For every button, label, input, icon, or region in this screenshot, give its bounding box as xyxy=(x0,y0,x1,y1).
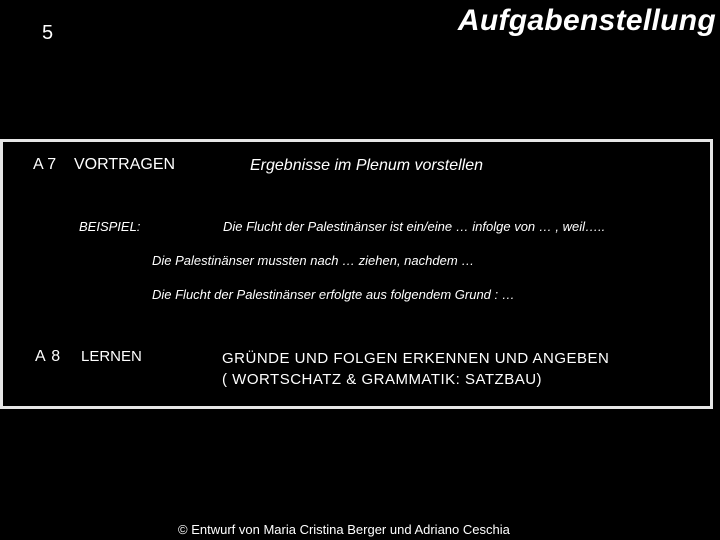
example-sentence-3: Die Flucht der Palestinänser erfolgte aus folgendem Grund : … xyxy=(152,287,515,302)
slide-title: Aufgabenstellung xyxy=(457,4,716,37)
copyright-footer: © Entwurf von Maria Cristina Berger und Adriano Ceschia xyxy=(178,522,510,537)
task-a7-label: VORTRAGEN xyxy=(74,156,176,173)
task-a8-description xyxy=(222,348,609,390)
example-sentence-1: Die Flucht der Palestinänser ist ein/eine … infolge von … , weil….. xyxy=(223,219,606,234)
task-a8-label: LERNEN xyxy=(81,348,142,365)
task-a8-description-line-2: ( WORTSCHATZ & GRAMMATIK: SATZBAU) xyxy=(222,371,543,388)
task-a8-code: A 8 xyxy=(35,348,62,365)
task-a7-description: Ergebnisse im Plenum vorstellen xyxy=(250,157,483,174)
task-a8-description-line-1: GRÜNDE UND FOLGEN ERKENNEN UND ANGEBEN xyxy=(222,350,610,367)
slide-number: 5 xyxy=(42,22,54,44)
task-a7-code: A 7 xyxy=(33,156,57,173)
example-sentence-2: Die Palestinänser mussten nach … ziehen, nachdem … xyxy=(152,253,475,268)
example-label: BEISPIEL: xyxy=(79,219,141,234)
